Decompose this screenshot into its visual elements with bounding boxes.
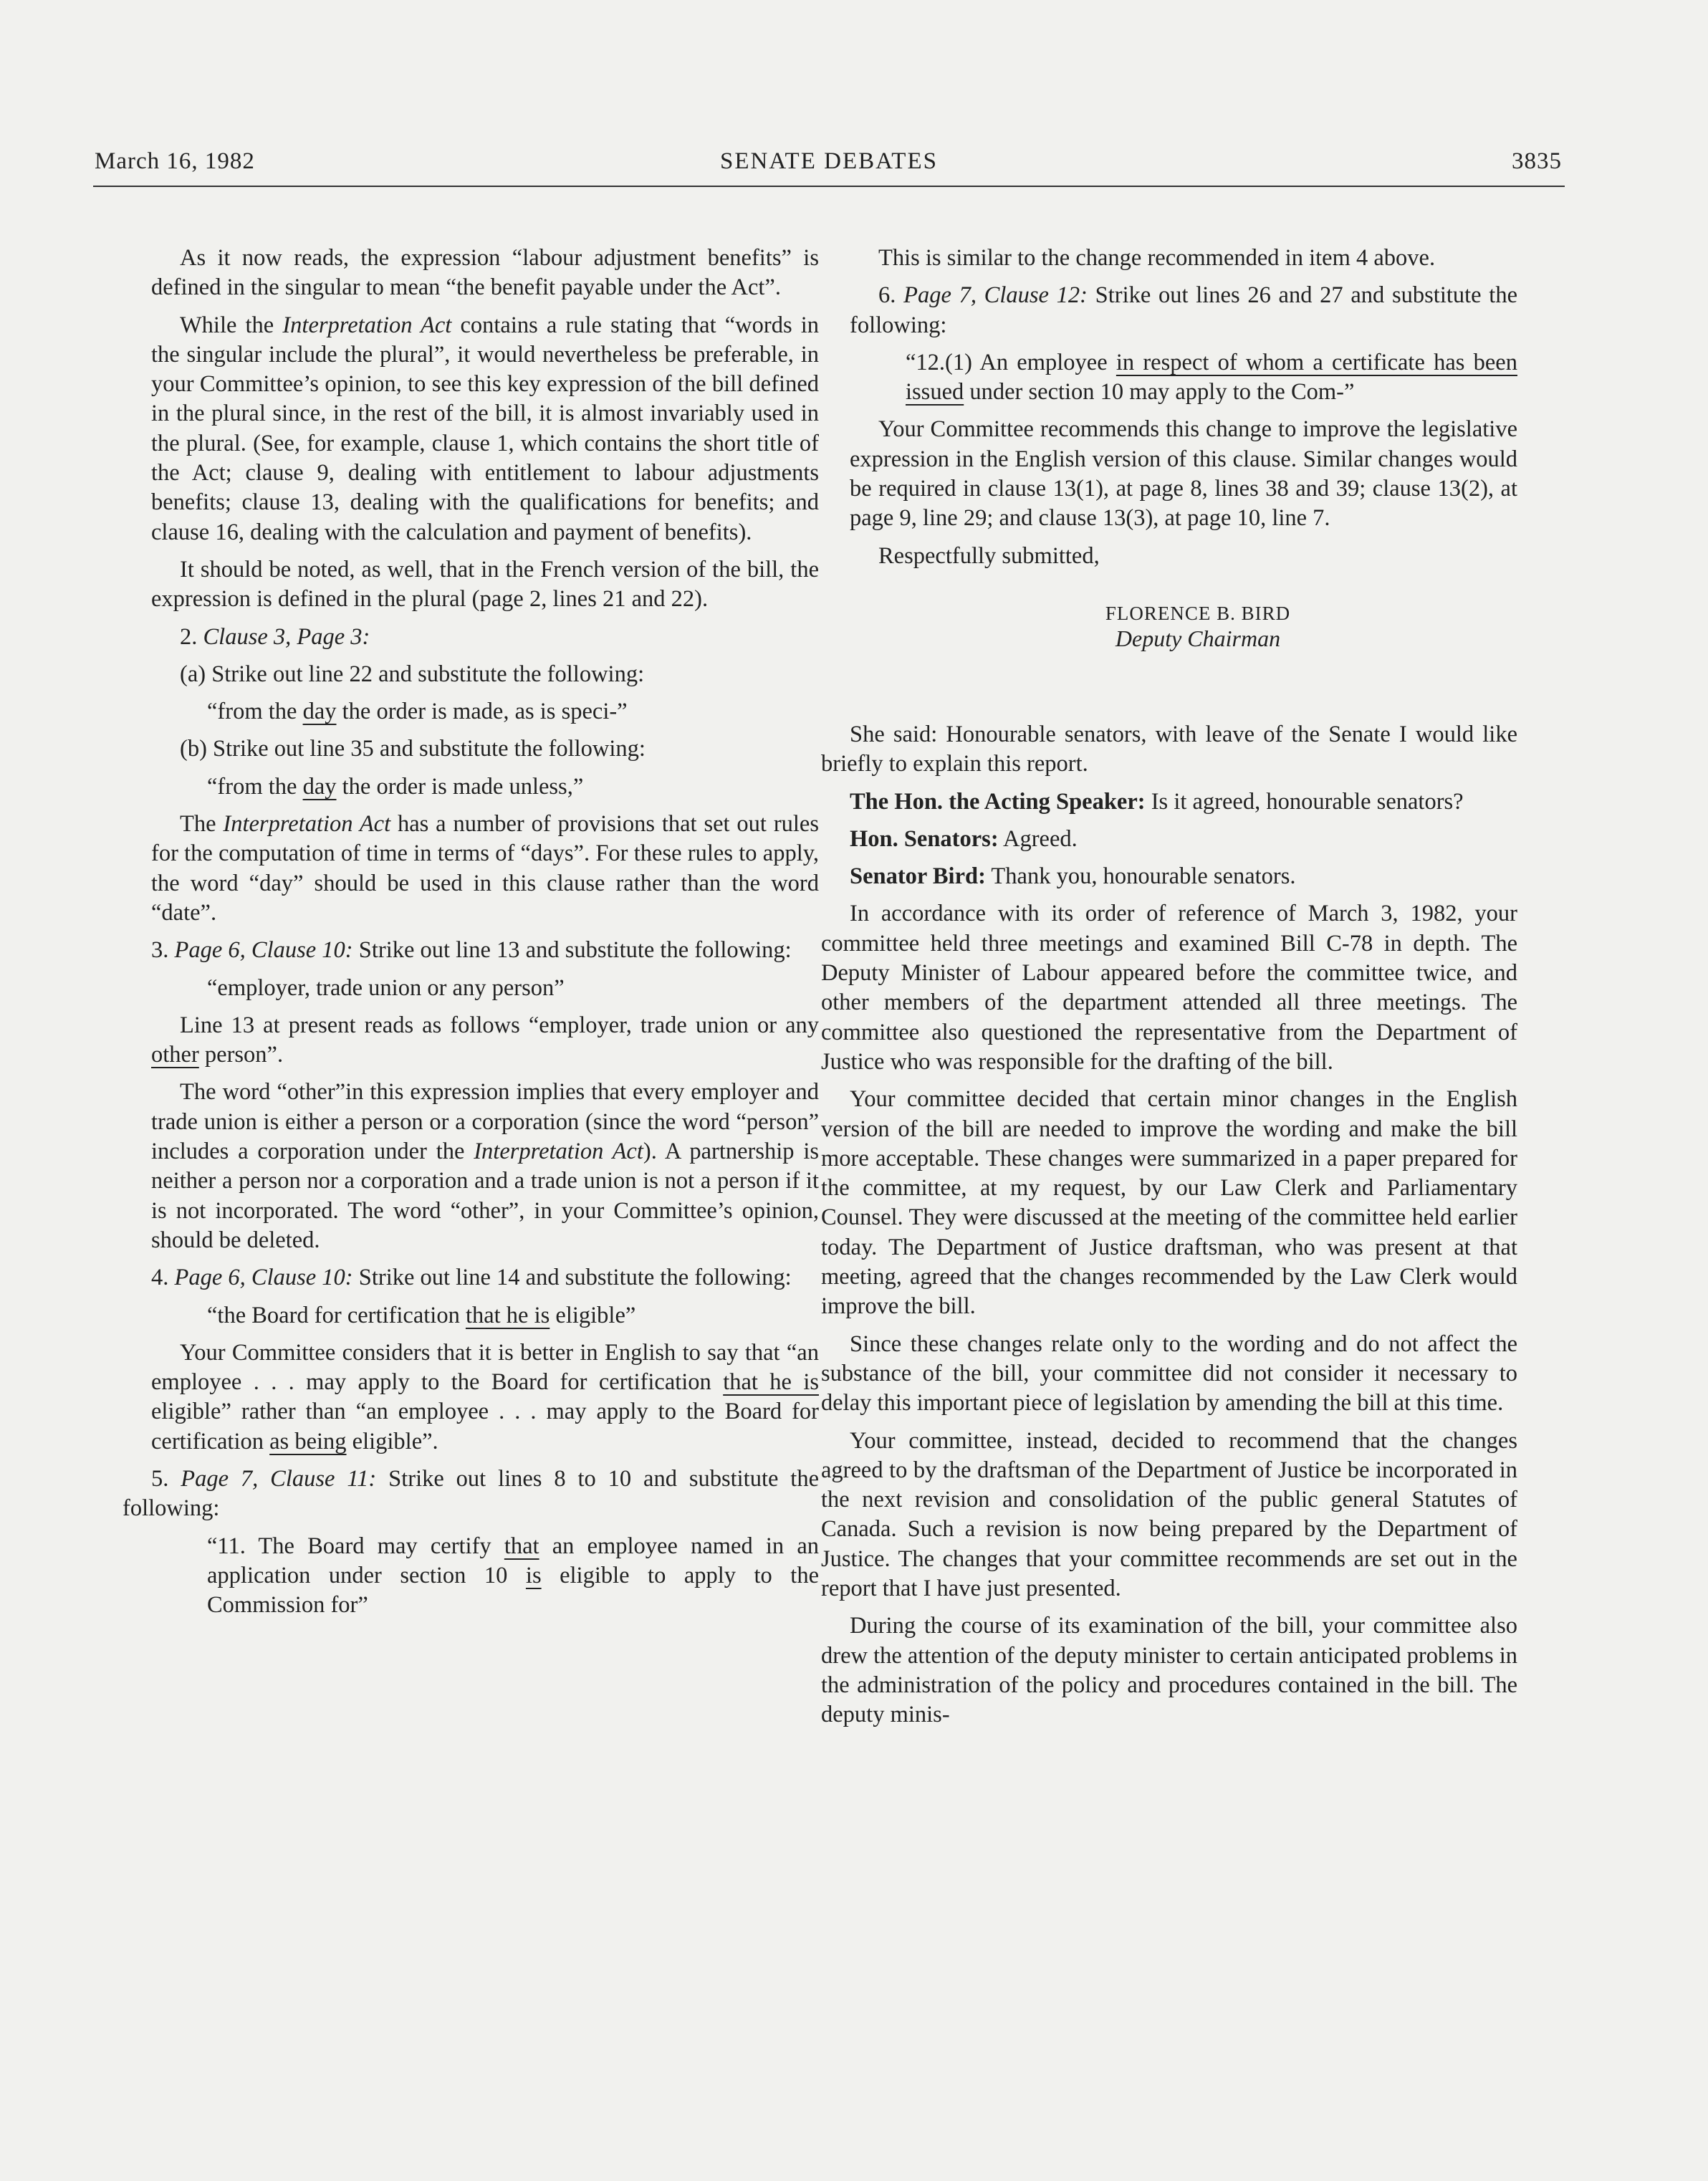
speaker-line: Hon. Senators: Agreed. xyxy=(850,825,1078,852)
paragraph: Your committee decided that certain minor changes in the English version of the bill are needed to improve the wording and make the bill more acceptable. These changes were summarized in a paper prepared for the committee, at my request, by our Law Clerk and Parliamentary Counsel. They were discussed at the meeting of the committee held earlier today. The Department of Justice draftsman, who was present at that meeting, agreed that the changes recommended by the Law Clerk would improve the bill. xyxy=(821,1086,1517,1320)
item-heading: 4. Page 6, Clause 10: Strike out line 14 and substitute the following: xyxy=(151,1265,792,1291)
paragraph: Since these changes relate only to the wording and do not affect the substance of the bill, your committee did not consider it necessary to delay this important piece of legislation by amending the bill at this time. xyxy=(821,1331,1517,1417)
quotation: “employer, trade union or any person” xyxy=(207,974,565,1001)
item-heading: 2. Clause 3, Page 3: xyxy=(180,623,370,650)
header-date: March 16, 1982 xyxy=(95,148,255,174)
paragraph: As it now reads, the expression “labour adjustment benefits” is defined in the singular to mean “the benefit payable under the Act”. xyxy=(151,245,819,301)
sub-item: (b) Strike out line 35 and substitute the following: xyxy=(180,736,646,762)
header-page-number: 3835 xyxy=(1512,148,1562,174)
paragraph: In accordance with its order of reference of March 3, 1982, your committee held three meetings and examined Bill C-78 in depth. The Deputy Minister of Labour appeared before the committee twice, and other members of the department attended all three meetings. The committee also questioned the representative from the Department of Justice who was responsible for the drafting of the bill. xyxy=(821,901,1517,1075)
signature-name: FLORENCE B. BIRD xyxy=(1105,602,1291,624)
paragraph: During the course of its examination of the bill, your committee also drew the attention of the deputy minister to certain anticipated problems in the administration of the policy and procedures contained in the bill. The deputy minis- xyxy=(821,1613,1518,1728)
item-heading: 3. Page 6, Clause 10: Strike out line 13 and substitute the following: xyxy=(151,937,792,964)
speaker-line: Senator Bird: Thank you, honourable senators. xyxy=(850,863,1296,890)
paragraph: It should be noted, as well, that in the French version of the bill, the expression is defined in the plural (page 2, lines 21 and 22). xyxy=(151,556,819,613)
paragraph: The Interpretation Act has a number of provisions that set out rules for the computation of time in terms of “days”. For these rules to apply, the word “day” should be used in this clause rather than the word “date”. xyxy=(151,811,819,926)
quotation: “the Board for certification that he is eligible” xyxy=(207,1302,636,1328)
sub-item: (a) Strike out line 22 and substitute the following: xyxy=(180,661,645,687)
right-column xyxy=(821,244,1518,1737)
page-header xyxy=(93,148,1565,187)
paragraph: Your committee, instead, decided to recommend that the changes agreed to by the draftsman of the Department of Justice be incorporated in the next revision and consolidation of the public general Statutes of Canada. Such a revision is now being prepared by the Department of Justice. The changes that your committee recommends are set out in the report that I have just presented. xyxy=(821,1427,1517,1601)
paragraph: This is similar to the change recommended in item 4 above. xyxy=(878,245,1436,271)
quotation: “from the day the order is made unless,” xyxy=(207,773,584,800)
item-heading: 6. Page 7, Clause 12: Strike out lines 26 and 27 and substitute the following: xyxy=(850,282,1518,338)
item-heading: 5. Page 7, Clause 11: Strike out lines 8 to 10 and substitute the following: xyxy=(123,1465,820,1522)
quotation: “from the day the order is made, as is speci-” xyxy=(207,699,628,725)
paragraph: Line 13 at present reads as follows “employer, trade union or any other person”. xyxy=(151,1012,819,1068)
paragraph: While the Interpretation Act contains a rule stating that “words in the singular include the plural”, it would nevertheless be preferable, in your Committee’s opinion, to see this key expression of the bill defined in the plural since, in the rest of the bill, it is almost invariably used in the plural. (See, for example, clause 1, which contains the short title of the Act; clause 9, dealing with entitlement to labour adjustments benefits; clause 13, dealing with the qualifications for benefits; and clause 16, dealing with the calculation and payment of benefits). xyxy=(151,312,819,545)
paragraph: Your Committee recommends this change to improve the legislative expression in the English version of this clause. Similar changes would be required in clause 13(1), at page 8, lines 38 and 39; clause 13(2), at page 9, line 29; and clause 13(3), at page 10, line 7. xyxy=(850,416,1517,532)
closing: Respectfully submitted, xyxy=(878,542,1100,569)
left-column xyxy=(123,244,820,1628)
signature-role: Deputy Chairman xyxy=(1115,625,1281,651)
paragraph: She said: Honourable senators, with leave of the Senate I would like briefly to explain this report. xyxy=(821,721,1517,777)
quotation: “12.(1) An employee in respect of whom a certificate has been issued under section 10 may apply to the Com-” xyxy=(906,349,1517,406)
quotation: “11. The Board may certify that an employee named in an application under section 10 is eligible to apply to the Commission for” xyxy=(207,1533,820,1619)
speaker-line: The Hon. the Acting Speaker: Is it agreed, honourable senators? xyxy=(850,788,1464,815)
paragraph: Your Committee considers that it is better in English to say that “an employee . . . may apply to the Board for certification that he is eligible” rather than “an employee . . . may apply to the Board for certification as being eligible”. xyxy=(151,1339,820,1454)
header-title: SENATE DEBATES xyxy=(720,148,938,174)
paragraph: The word “other”in this expression implies that every employer and trade union is either a person or a corporation (since the word “person” includes a corporation under the Interpretation Act). A partnership is neither a person nor a corporation and a trade union is not a person if it is not incorporated. The word “other”, in your Committee’s opinion, should be deleted. xyxy=(151,1079,819,1253)
